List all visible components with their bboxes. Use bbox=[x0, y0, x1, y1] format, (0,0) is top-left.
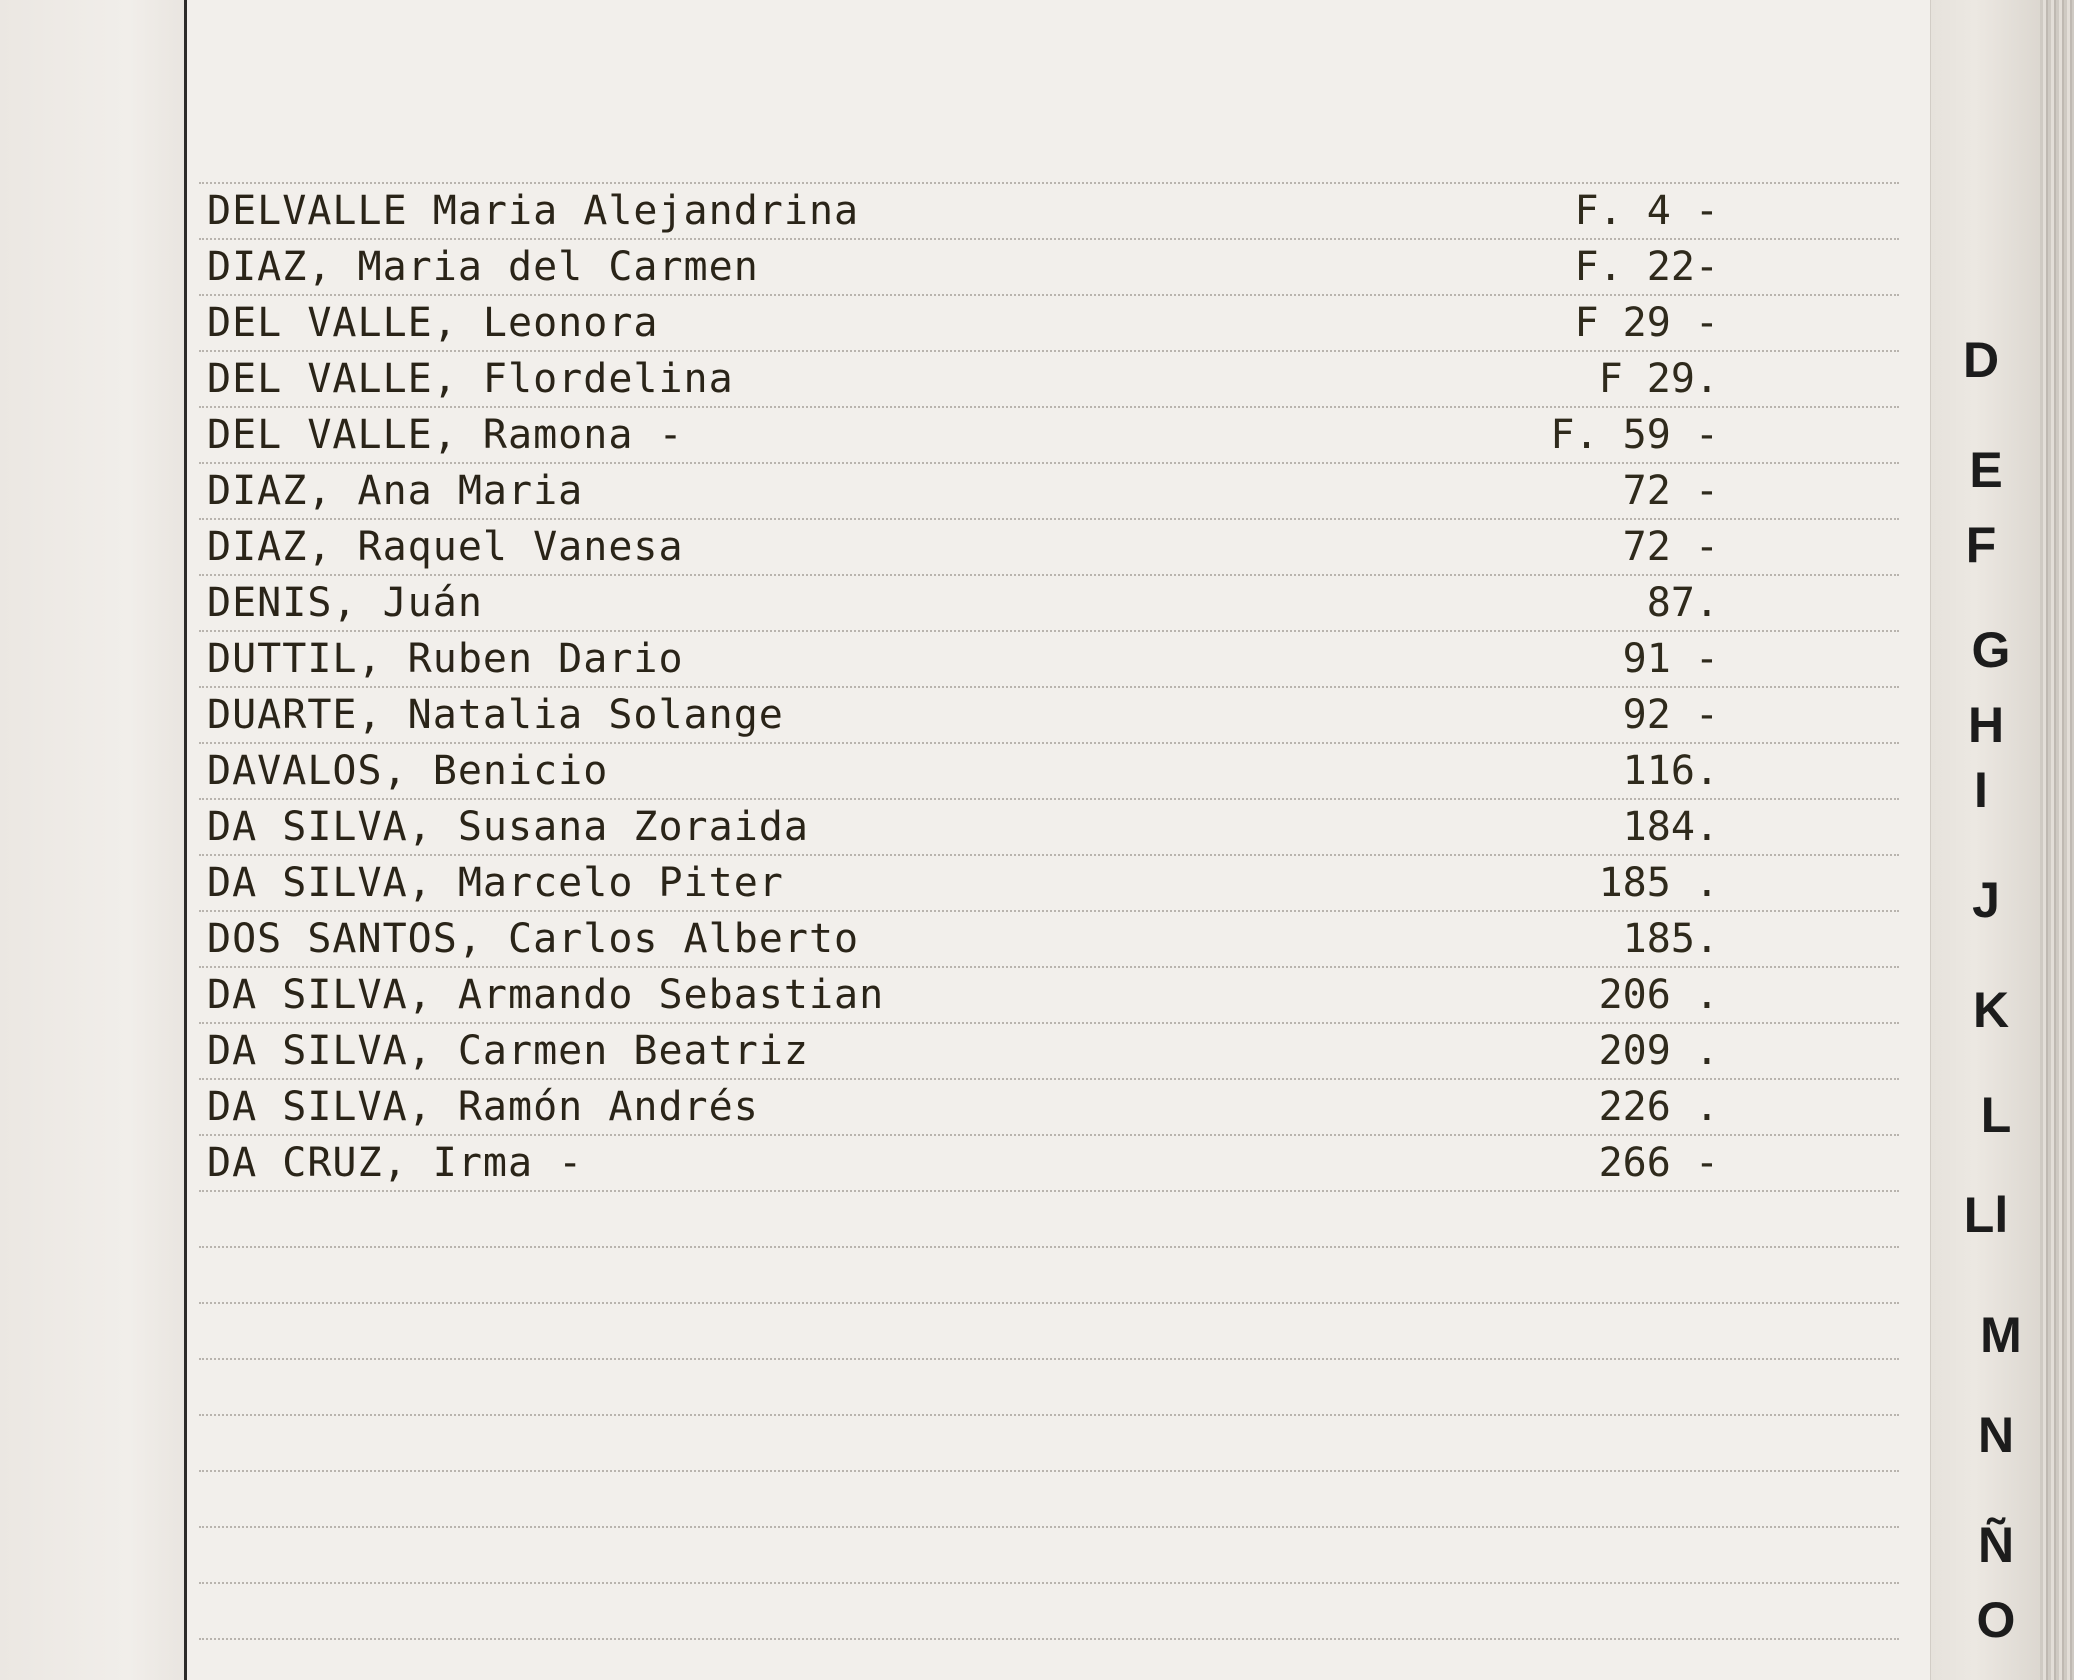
list-item bbox=[199, 630, 1899, 686]
entry-name: DIAZ, Raquel Vanesa bbox=[207, 524, 684, 570]
list-item bbox=[199, 966, 1899, 1022]
ruled-line bbox=[199, 1414, 1899, 1416]
entry-folio: F. 4 - bbox=[1574, 188, 1719, 234]
entry-name: DA SILVA, Armando Sebastian bbox=[207, 972, 885, 1018]
index-tab-10[interactable]: M bbox=[1980, 1307, 2022, 1363]
entry-folio: 116. bbox=[1622, 748, 1719, 794]
entry-folio: 266 - bbox=[1598, 1140, 1719, 1186]
entry-folio: 72 - bbox=[1622, 468, 1719, 514]
entry-name: DENIS, Juán bbox=[207, 580, 483, 626]
ruled-line bbox=[199, 1470, 1899, 1472]
index-tab-5[interactable]: I bbox=[1974, 762, 1988, 818]
entry-name: DIAZ, Ana Maria bbox=[207, 468, 584, 514]
index-tab-6[interactable]: J bbox=[1972, 872, 2000, 928]
list-item bbox=[199, 798, 1899, 854]
ruled-line bbox=[199, 1190, 1899, 1192]
entry-folio: 87. bbox=[1646, 580, 1719, 626]
entry-name: DUTTIL, Ruben Dario bbox=[207, 636, 684, 682]
entry-name: DAVALOS, Benicio bbox=[207, 748, 609, 794]
entry-name: DA SILVA, Ramón Andrés bbox=[207, 1084, 759, 1130]
entry-name: DIAZ, Maria del Carmen bbox=[207, 244, 759, 290]
entry-folio: 91 - bbox=[1622, 636, 1719, 682]
ruled-line bbox=[199, 1358, 1899, 1360]
index-tab-12[interactable]: Ñ bbox=[1977, 1517, 2015, 1573]
list-item bbox=[199, 1022, 1899, 1078]
list-item bbox=[199, 294, 1899, 350]
list-item bbox=[199, 518, 1899, 574]
ruled-line bbox=[199, 1302, 1899, 1304]
index-tab-9[interactable]: Ll bbox=[1963, 1187, 2009, 1243]
ruled-line bbox=[199, 1246, 1899, 1248]
list-item bbox=[199, 742, 1899, 798]
entry-name: DEL VALLE, Leonora bbox=[207, 300, 659, 346]
entry-name: DOS SANTOS, Carlos Alberto bbox=[207, 916, 860, 962]
list-item bbox=[199, 910, 1899, 966]
entry-folio: 185. bbox=[1622, 916, 1719, 962]
entry-folio: 184. bbox=[1622, 804, 1719, 850]
index-tab-13[interactable]: O bbox=[1976, 1592, 2016, 1648]
entry-name: DA SILVA, Marcelo Piter bbox=[207, 860, 784, 906]
list-item bbox=[199, 182, 1899, 238]
entry-folio: F. 59 - bbox=[1550, 412, 1719, 458]
entry-folio: F. 22- bbox=[1574, 244, 1719, 290]
ruled-line bbox=[199, 1526, 1899, 1528]
list-item bbox=[199, 686, 1899, 742]
ruled-line bbox=[199, 1582, 1899, 1584]
entry-name: DEL VALLE, Ramona - bbox=[207, 412, 684, 458]
list-item bbox=[199, 406, 1899, 462]
list-item bbox=[199, 238, 1899, 294]
ruled-line bbox=[199, 1638, 1899, 1640]
entry-folio: 185 . bbox=[1598, 860, 1719, 906]
page-edge bbox=[2040, 0, 2074, 1680]
entry-folio: 226 . bbox=[1598, 1084, 1719, 1130]
entry-folio: F 29 - bbox=[1574, 300, 1719, 346]
index-tab-7[interactable]: K bbox=[1972, 982, 2010, 1038]
entry-folio: F 29. bbox=[1598, 356, 1719, 402]
entry-folio: 206 . bbox=[1598, 972, 1719, 1018]
list-item bbox=[199, 462, 1899, 518]
entry-name: DELVALLE Maria Alejandrina bbox=[207, 188, 860, 234]
index-tab-4[interactable]: H bbox=[1967, 697, 2005, 753]
entry-name: DA CRUZ, Irma - bbox=[207, 1140, 584, 1186]
entry-folio: 72 - bbox=[1622, 524, 1719, 570]
alphabet-index-tabs bbox=[1930, 0, 2041, 1680]
index-tab-8[interactable]: L bbox=[1980, 1087, 2012, 1143]
entry-name: DEL VALLE, Flordelina bbox=[207, 356, 734, 402]
index-tab-0[interactable]: D bbox=[1962, 332, 2000, 388]
list-item bbox=[199, 1134, 1899, 1190]
index-tab-11[interactable]: N bbox=[1977, 1407, 2015, 1463]
left-margin bbox=[0, 0, 184, 1680]
list-item bbox=[199, 854, 1899, 910]
index-tab-2[interactable]: F bbox=[1965, 517, 1997, 573]
entry-name: DUARTE, Natalia Solange bbox=[207, 692, 784, 738]
entry-folio: 209 . bbox=[1598, 1028, 1719, 1074]
index-tab-3[interactable]: G bbox=[1971, 622, 2011, 678]
list-item bbox=[199, 1078, 1899, 1134]
entry-name: DA SILVA, Carmen Beatriz bbox=[207, 1028, 809, 1074]
ledger-page bbox=[187, 0, 1930, 1680]
entry-folio: 92 - bbox=[1622, 692, 1719, 738]
list-item bbox=[199, 574, 1899, 630]
entry-name: DA SILVA, Susana Zoraida bbox=[207, 804, 809, 850]
list-item bbox=[199, 350, 1899, 406]
index-tab-1[interactable]: E bbox=[1969, 442, 2003, 498]
